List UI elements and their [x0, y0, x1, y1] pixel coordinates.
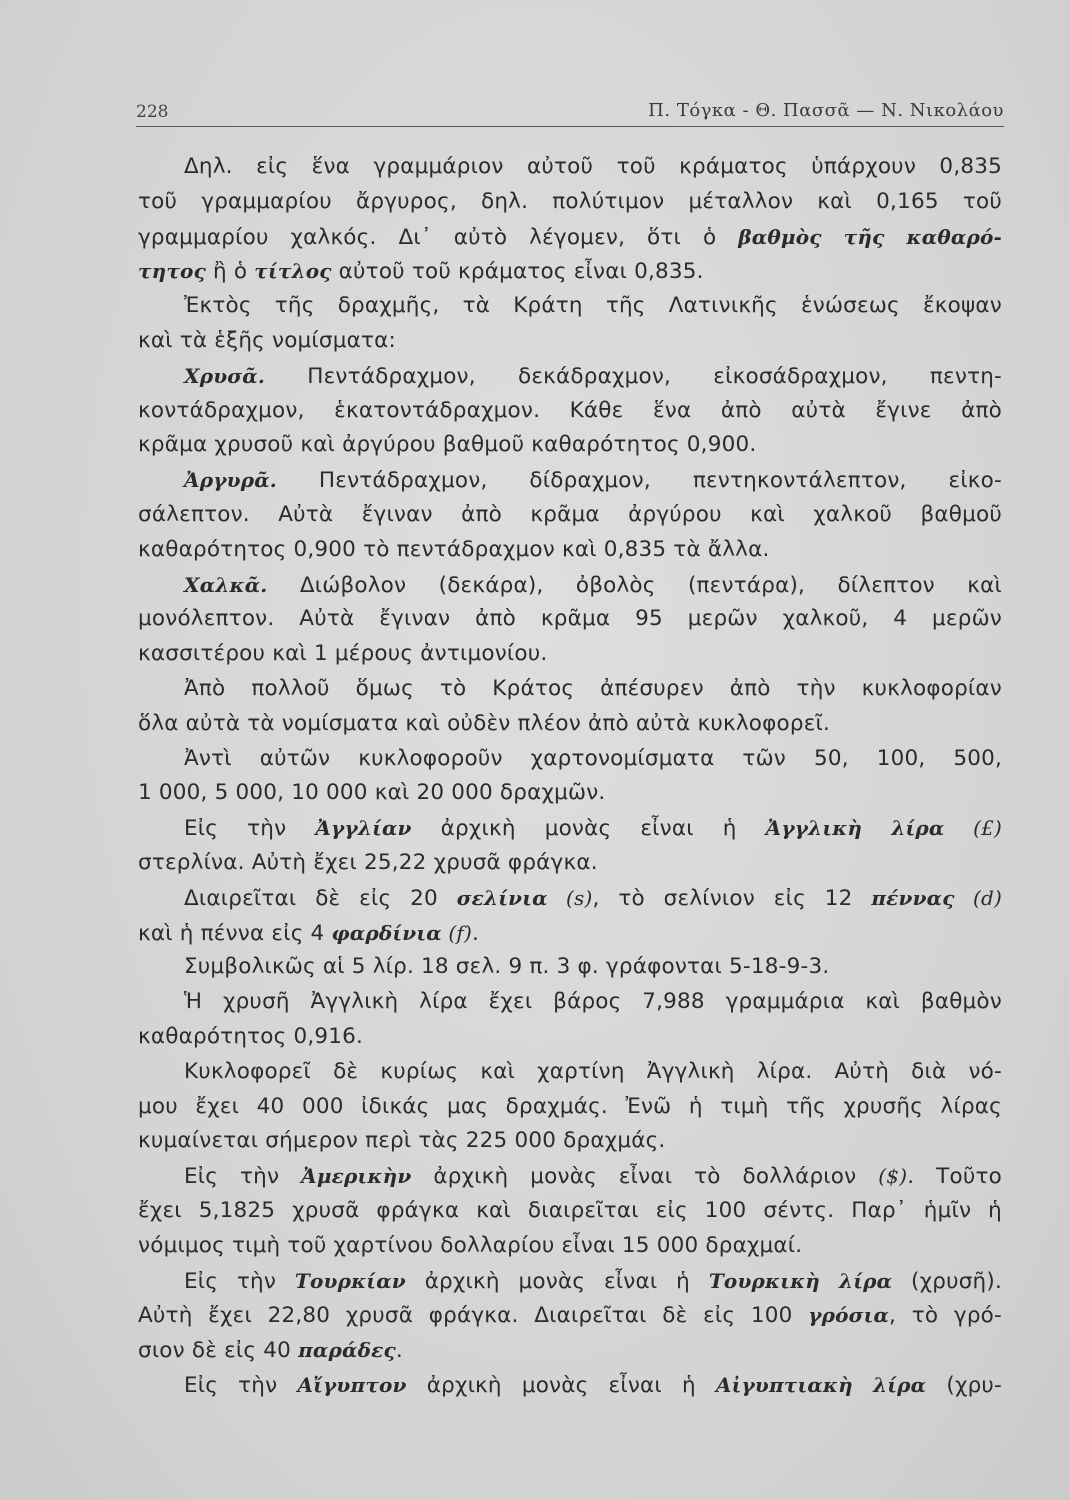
- text-run: .: [472, 920, 480, 946]
- text-line: [138, 498, 1002, 533]
- text-line: [138, 1090, 1002, 1125]
- text-line: [138, 637, 1002, 672]
- emphasized-term: Αἰγυπτιακὴ λίρα: [715, 1372, 927, 1397]
- text-line: [138, 881, 1002, 916]
- emphasized-term: τητος: [138, 259, 206, 284]
- text-line: [138, 150, 1002, 185]
- text-run: 1 000, 5 000, 10 000 καὶ 20 000 δραχμῶν.: [138, 780, 606, 806]
- text-run: τοῦ γραμμαρίου ἄργυρος, δηλ. πολύτιμον μέταλλον καὶ 0,165 τοῦ: [138, 188, 1002, 214]
- text-run: (χρυ-: [926, 1372, 1003, 1398]
- text-line: [138, 846, 1002, 881]
- emphasized-term: σελίνια: [456, 885, 548, 910]
- text-run: ἢ ὁ: [205, 259, 255, 285]
- page-number: 228: [136, 102, 169, 122]
- text-line: [138, 185, 1002, 220]
- text-line: [138, 289, 1002, 324]
- text-line: [138, 1368, 1002, 1403]
- text-run: Διαιρεῖται δὲ εἰς 20: [184, 885, 457, 911]
- text-line: [138, 568, 1002, 603]
- text-run: καθαρότητος 0,900 τὸ πεντάδραχμον καὶ 0,835 τὰ ἄλλα.: [138, 536, 770, 562]
- text-run: ὅλα αὐτὰ τὰ νομίσματα καὶ οὐδὲν πλέον ἀπὸ αὐτὰ κυκλοφορεῖ.: [138, 710, 831, 736]
- text-run: . Τοῦτο: [907, 1164, 1002, 1190]
- emphasized-term: βαθμὸς τῆς καθαρό-: [738, 224, 1002, 249]
- text-line: [138, 1264, 1002, 1299]
- text-run: στερλίνα. Αὐτὴ ἔχει 25,22 χρυσᾶ φράγκα.: [138, 849, 598, 875]
- text-run: καὶ τὰ ἑξῆς νομίσματα:: [138, 327, 396, 353]
- page-header: [136, 96, 1004, 127]
- text-line: [138, 1194, 1002, 1229]
- emphasized-term: τίτλος: [254, 259, 332, 284]
- text-line: [138, 707, 1002, 742]
- emphasized-term: Ἀργυρᾶ.: [184, 468, 277, 493]
- text-run: κρᾶμα χρυσοῦ καὶ ἀργύρου βαθμοῦ καθαρότητος 0,900.: [138, 432, 757, 458]
- text-run: Εἰς τὴν: [184, 1372, 298, 1398]
- text-line: [138, 916, 1002, 951]
- emphasized-term: Τουρκικὴ λίρα: [708, 1268, 893, 1293]
- text-run: ἀρχικὴ μονὰς εἶναι ἡ: [405, 1268, 709, 1294]
- text-run: Κυκλοφορεῖ δὲ κυρίως καὶ χαρτίνη Ἀγγλικὴ λίρα. Αὐτὴ διὰ νό-: [184, 1058, 1002, 1084]
- text-run: Πεντάδραχμον, δίδραχμον, πεντηκοντάλεπτον, εἰκο-: [276, 468, 1002, 494]
- text-line: [138, 254, 1002, 289]
- text-run: ἀρχικὴ μονὰς εἶναι ἡ: [406, 1372, 716, 1398]
- emphasized-term: Τουρκίαν: [294, 1268, 406, 1293]
- text-line: [138, 1020, 1002, 1055]
- text-run: Ἡ χρυσῆ Ἀγγλικὴ λίρα ἔχει βάρος 7,988 γραμμάρια καὶ βαθμὸν: [184, 989, 1002, 1015]
- text-run: Πεντάδραχμον, δεκάδραχμον, εἰκοσάδραχμον, πεντη-: [265, 363, 1002, 389]
- text-line: [138, 1124, 1002, 1159]
- text-line: [138, 1229, 1002, 1264]
- emphasized-term: γρόσια: [808, 1303, 890, 1328]
- text-run: κασσιτέρου καὶ 1 μέρους ἀντιμονίου.: [138, 641, 548, 667]
- text-line: [138, 394, 1002, 429]
- text-run: ἀρχικὴ μονὰς εἶναι ἡ: [411, 816, 766, 842]
- text-line: [138, 1298, 1002, 1333]
- emphasized-term: πέννας: [871, 885, 955, 910]
- running-head-authors: Π. Τόγκα - Θ. Πασσᾶ — Ν. Νικολάου: [648, 100, 1004, 121]
- text-line: [138, 463, 1002, 498]
- text-line: [138, 1055, 1002, 1090]
- text-line: [138, 985, 1002, 1020]
- text-line: [138, 533, 1002, 568]
- emphasized-term: Ἀμερικὴν: [301, 1164, 412, 1189]
- text-run: σάλεπτον. Αὐτὰ ἔγιναν ἀπὸ κρᾶμα ἀργύρου καὶ χαλκοῦ βαθμοῦ: [138, 501, 1002, 527]
- emphasized-term: (s): [547, 885, 593, 910]
- text-run: (χρυσῆ).: [892, 1268, 1003, 1294]
- text-line: [138, 324, 1002, 359]
- text-line: [138, 950, 1002, 985]
- text-line: [138, 428, 1002, 463]
- text-run: Εἰς τὴν: [184, 1268, 295, 1294]
- emphasized-term: (d): [954, 885, 1003, 910]
- text-line: [138, 602, 1002, 637]
- text-run: Ἐκτὸς τῆς δραχμῆς, τὰ Κράτη τῆς Λατινικῆς ἑνώσεως ἔκοψαν: [184, 293, 1002, 319]
- text-run: Ἀντὶ αὐτῶν κυκλοφοροῦν χαρτονομίσματα τῶν 50, 100, 500,: [184, 745, 1002, 771]
- text-line: [138, 672, 1002, 707]
- text-run: Συμβολικῶς αἱ 5 λίρ. 18 σελ. 9 π. 3 φ. γράφονται 5-18-9-3.: [184, 954, 830, 980]
- text-run: .: [395, 1338, 403, 1364]
- text-run: μου ἔχει 40 000 ἰδικάς μας δραχμάς. Ἐνῶ ἡ τιμὴ τῆς χρυσῆς λίρας: [138, 1093, 1002, 1119]
- emphasized-term: Χαλκᾶ.: [184, 572, 268, 597]
- text-run: μονόλεπτον. Αὐτὰ ἔγιναν ἀπὸ κρᾶμα 95 μερῶν χαλκοῦ, 4 μερῶν: [138, 606, 1002, 632]
- text-run: Εἰς τὴν: [184, 1164, 302, 1190]
- text-line: [138, 1159, 1002, 1194]
- text-run: καὶ ἡ πέννα εἰς 4: [138, 920, 332, 946]
- text-run: Ἀπὸ πολλοῦ ὅμως τὸ Κράτος ἀπέσυρεν ἀπὸ τὴν κυκλοφορίαν: [184, 675, 1002, 701]
- text-run: , τὸ γρό-: [889, 1303, 1002, 1329]
- text-run: Αὐτὴ ἔχει 22,80 χρυσᾶ φράγκα. Διαιρεῖται δὲ εἰς 100: [138, 1303, 809, 1329]
- text-run: , τὸ σελίνιον εἰς 12: [592, 885, 872, 911]
- text-run: νόμιμος τιμὴ τοῦ χαρτίνου δολλαρίου εἶναι 15 000 δραχμαί.: [138, 1232, 803, 1258]
- text-line: [138, 359, 1002, 394]
- text-run: Διώβολον (δεκάρα), ὀβολὸς (πεντάρα), δίλεπτον καὶ: [267, 572, 1002, 598]
- emphasized-term: Ἀγγλίαν: [315, 816, 412, 841]
- text-run: κοντάδραχμον, ἑκατοντάδραχμον. Κάθε ἕνα ἀπὸ αὐτὰ ἔγινε ἀπὸ: [138, 397, 1002, 423]
- text-run: αὐτοῦ τοῦ κράματος εἶναι 0,835.: [331, 259, 704, 285]
- emphasized-term: (f): [441, 920, 472, 945]
- emphasized-term: Χρυσᾶ.: [184, 363, 265, 388]
- text-run: ἀρχικὴ μονὰς εἶναι τὸ δολλάριον: [411, 1164, 879, 1190]
- emphasized-term: ($): [878, 1164, 908, 1189]
- text-run: γραμμαρίου χαλκός. Δι᾽ αὐτὸ λέγομεν, ὅτι ὁ: [138, 224, 739, 250]
- text-line: [138, 742, 1002, 777]
- emphasized-term: Αἴγυπτον: [297, 1372, 407, 1397]
- text-run: Εἰς τὴν: [184, 816, 316, 842]
- emphasized-term: Ἀγγλικὴ λίρα: [765, 816, 945, 841]
- text-run: καθαρότητος 0,916.: [138, 1023, 364, 1049]
- text-run: σιον δὲ εἰς 40: [138, 1338, 299, 1364]
- text-run: Δηλ. εἰς ἕνα γραμμάριον αὐτοῦ τοῦ κράματος ὑπάρχουν 0,835: [184, 154, 1002, 179]
- text-line: [138, 220, 1002, 255]
- text-line: [138, 776, 1002, 811]
- emphasized-term: παράδες: [298, 1338, 396, 1363]
- emphasized-term: φαρδίνια: [331, 920, 442, 945]
- text-run: κυμαίνεται σήμερον περὶ τὰς 225 000 δραχμάς.: [138, 1128, 666, 1154]
- text-line: [138, 1333, 1002, 1368]
- text-line: [138, 811, 1002, 846]
- text-run: ἔχει 5,1825 χρυσᾶ φράγκα καὶ διαιρεῖται εἰς 100 σέντς. Παρ᾽ ἡμῖν ἡ: [138, 1197, 1002, 1223]
- emphasized-term: (£): [944, 816, 1003, 841]
- body-text: [138, 150, 1002, 1403]
